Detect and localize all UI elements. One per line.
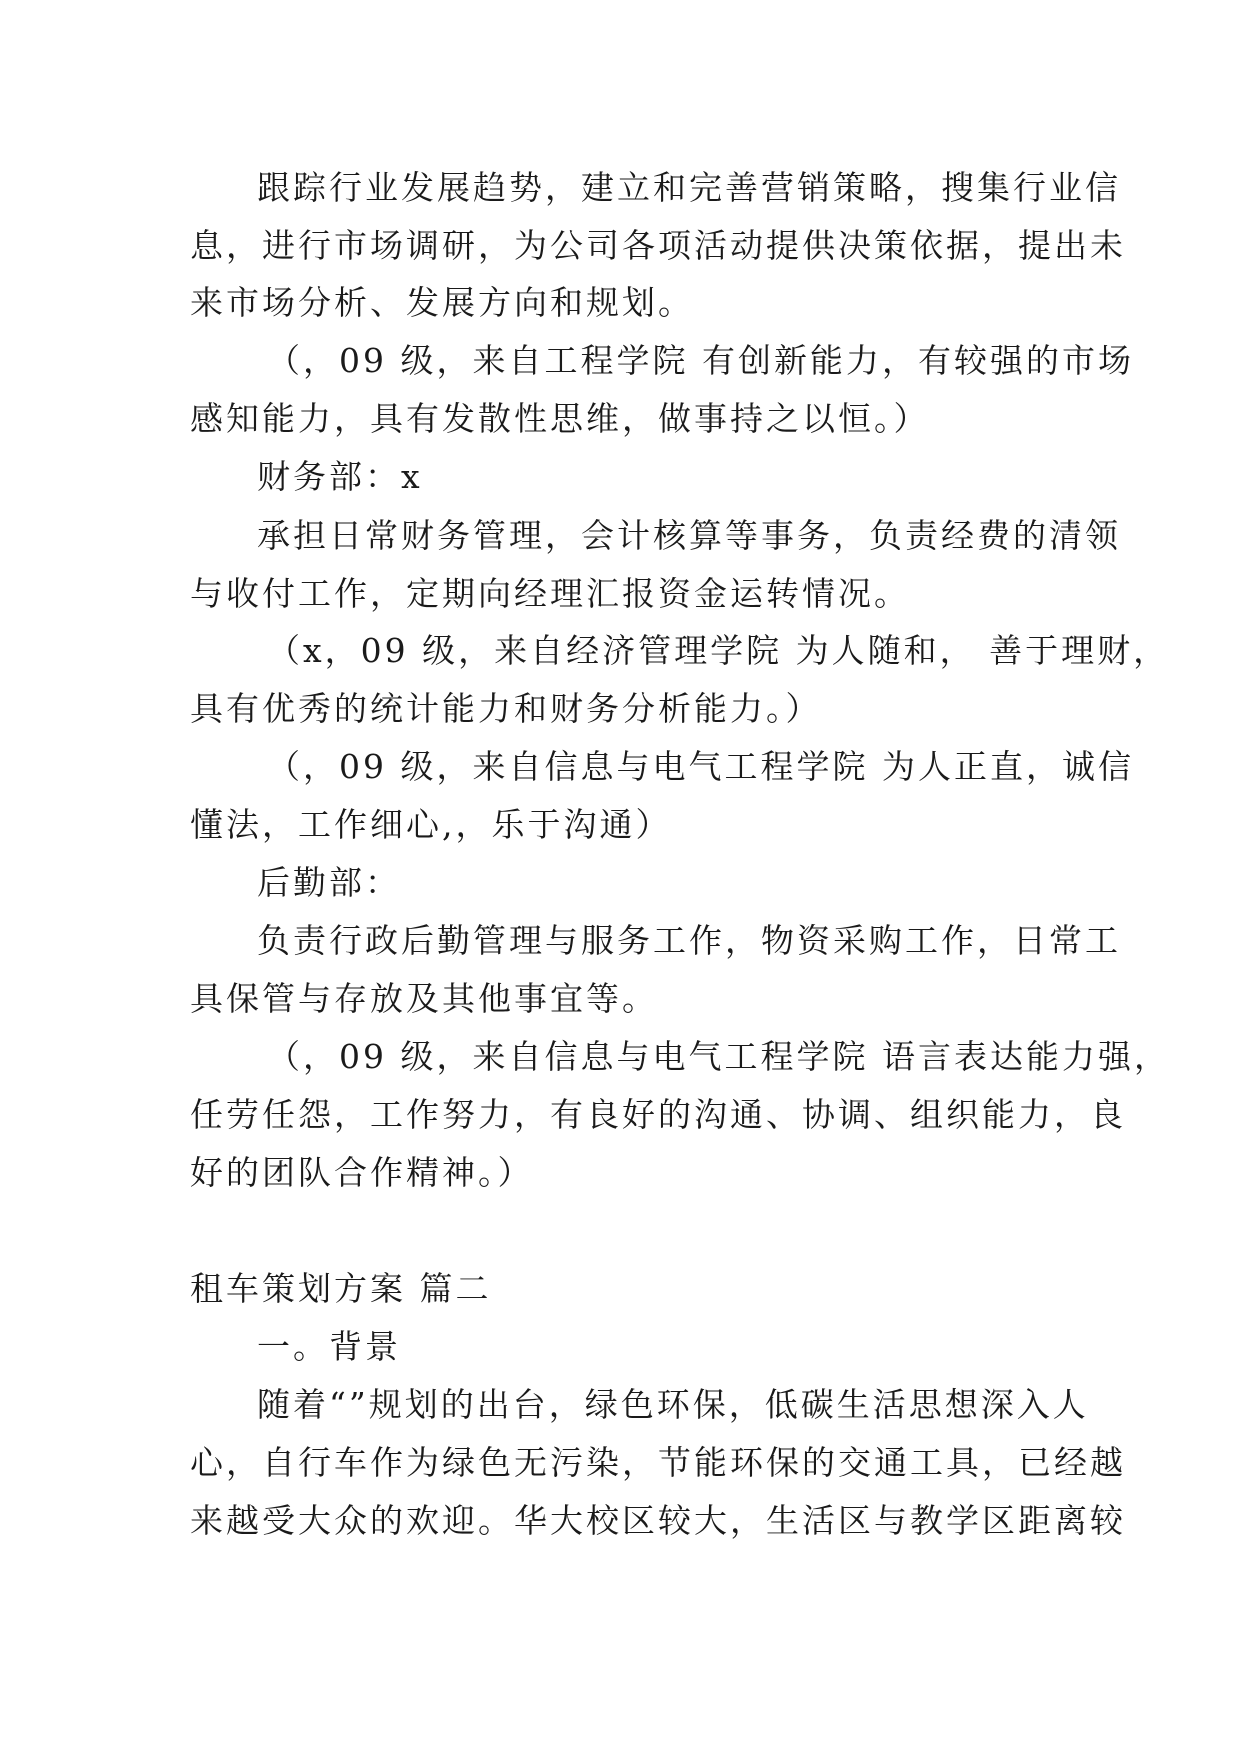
text-line: 与收付工作，定期向经理汇报资金运转情况。 xyxy=(190,574,910,613)
text-line: 具保管与存放及其他事宜等。 xyxy=(190,979,658,1018)
text-line: 来越受大众的欢迎。华大校区较大，生活区与教学区距离较 xyxy=(190,1501,1126,1540)
text-line: 任劳任怨，工作努力，有良好的沟通、协调、组织能力，良 xyxy=(190,1095,1126,1134)
text-line: （，09 级，来自信息与电气工程学院 语言表达能力强， xyxy=(267,1037,1170,1076)
text-line: 懂法，工作细心,，乐于沟通） xyxy=(190,805,672,844)
text-line: 好的团队合作精神。） xyxy=(190,1153,534,1192)
text-line: 来市场分析、发展方向和规划。 xyxy=(190,283,694,322)
text-line: 承担日常财务管理，会计核算等事务，负责经费的清领 xyxy=(257,516,1121,555)
section-heading: 一。背景 xyxy=(257,1327,401,1366)
text-line: （x，09 级，来自经济管理学院 为人随和， 善于理财， xyxy=(267,631,1170,670)
text-line: 息，进行市场调研，为公司各项活动提供决策依据，提出未 xyxy=(190,226,1126,265)
text-line: 心，自行车作为绿色无污染，节能环保的交通工具，已经越 xyxy=(190,1443,1126,1482)
text-line: （，09 级，来自工程学院 有创新能力，有较强的市场 xyxy=(267,341,1134,380)
text-line: （，09 级，来自信息与电气工程学院 为人正直，诚信 xyxy=(267,747,1134,786)
text-line: 负责行政后勤管理与服务工作，物资采购工作，日常工 xyxy=(257,921,1121,960)
text-line: 具有优秀的统计能力和财务分析能力。） xyxy=(190,689,822,728)
text-line: 随着“”规划的出台，绿色环保，低碳生活思想深入人 xyxy=(257,1385,1089,1424)
text-line: 跟踪行业发展趋势，建立和完善营销策略，搜集行业信 xyxy=(257,168,1121,207)
text-line: 感知能力，具有发散性思维，做事持之以恒。） xyxy=(190,399,930,438)
document-title: 租车策划方案 篇二 xyxy=(190,1269,492,1308)
section-heading: 财务部：x xyxy=(257,457,423,496)
section-heading: 后勤部： xyxy=(257,863,401,902)
